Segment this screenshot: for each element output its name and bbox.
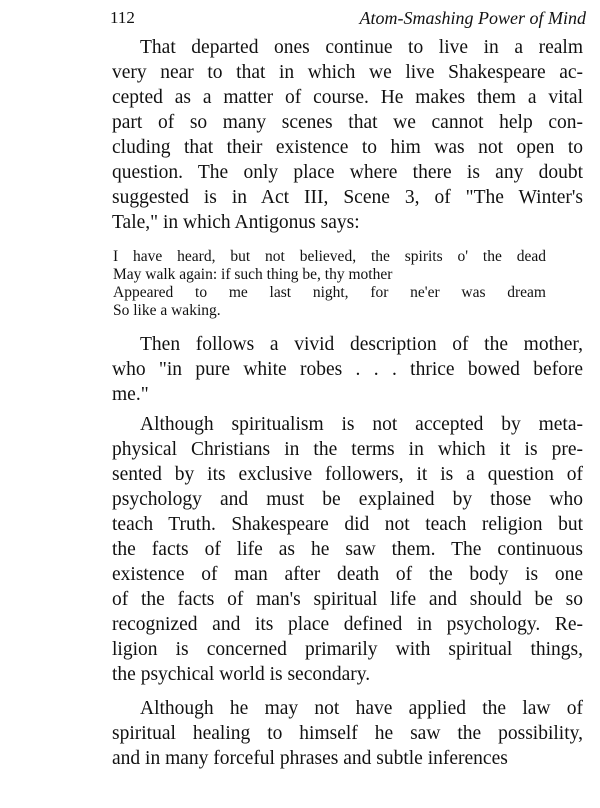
text-line: sented by its exclusive followers, it is a question of [112,464,583,485]
page-number: 112 [110,8,135,27]
quote-line: May walk again: if such thing be, thy mother [113,266,393,283]
text-line: teach Truth. Shakespeare did not teach religion but [112,514,583,535]
text-line: Tale," in which Antigonus says: [112,212,360,233]
text-line: cluding that their existence to him was not open to [112,137,583,158]
quote-line: I have heard, but not believed, the spirits o' the dead [113,248,546,265]
text-line: and in many forceful phrases and subtle inferences [112,748,508,769]
text-line: Although spiritualism is not accepted by meta- [140,414,583,435]
text-line: suggested is in Act III, Scene 3, of "The Winter's [112,187,583,208]
text-line: part of so many scenes that we cannot help con- [112,112,583,133]
text-line: the psychical world is secondary. [112,664,371,685]
text-line: physical Christians in the terms in which it is pre- [112,439,583,460]
quote-line: Appeared to me last night, for ne'er was dream [113,284,546,301]
text-line: spiritual healing to himself he saw the possibility, [112,723,583,744]
text-line: recognized and its place defined in psychology. Re- [112,614,583,635]
text-line: Although he may not have applied the law of [140,698,583,719]
running-title: Atom-Smashing Power of Mind [359,8,586,28]
text-line: the facts of life as he saw them. The continuous [112,539,583,560]
text-line: who "in pure white robes . . . thrice bowed before [112,359,583,380]
text-line: Then follows a vivid description of the mother, [140,334,583,355]
quote-line: So like a waking. [113,302,221,319]
text-line: of the facts of man's spiritual life and should be so [112,589,583,610]
text-line: question. The only place where there is any doubt [112,162,583,183]
text-line: cepted as a matter of course. He makes them a vital [112,87,583,108]
text-line: existence of man after death of the body is one [112,564,583,585]
text-line: psychology and must be explained by those who [112,489,583,510]
text-line: That departed ones continue to live in a realm [140,37,583,58]
text-line: ligion is concerned primarily with spiritual things, [112,639,583,660]
text-line: very near to that in which we live Shakespeare ac- [112,62,583,83]
text-line: me." [112,384,149,405]
